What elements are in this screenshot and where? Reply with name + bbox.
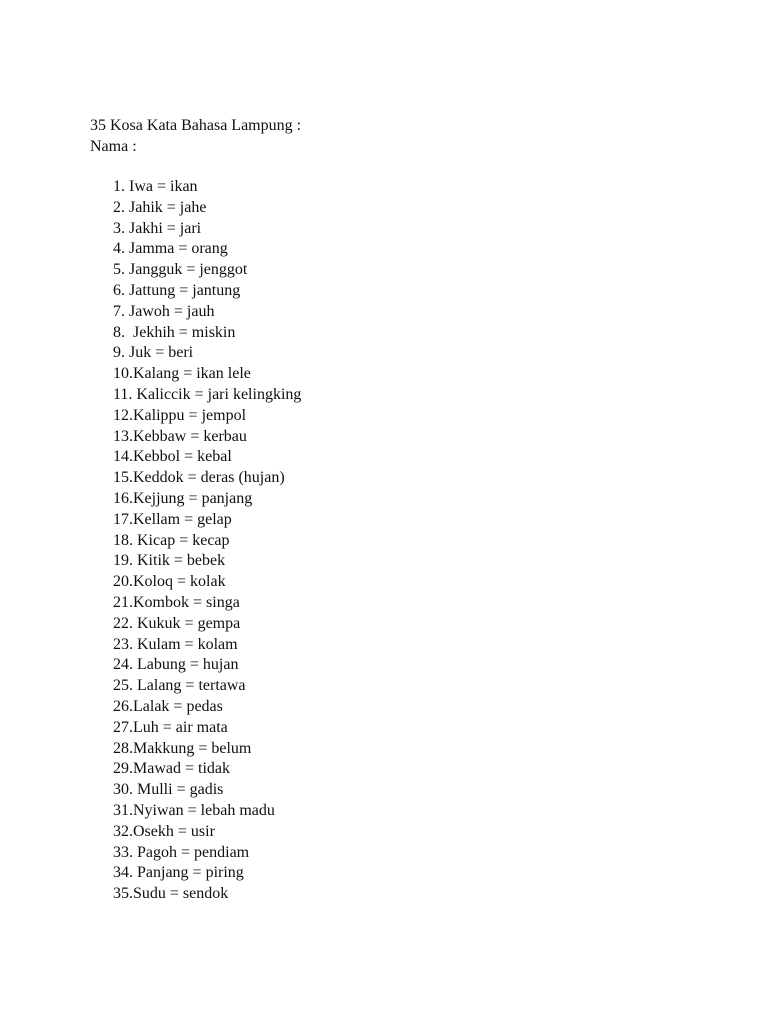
list-item <box>113 239 690 260</box>
list-item-number: 33. <box>113 843 133 861</box>
list-item-number: 29. <box>113 760 133 778</box>
list-item <box>113 219 690 240</box>
list-item-text: Kellam = gelap <box>133 510 232 528</box>
list-item-number: 7. <box>113 302 125 320</box>
list-item-text: Jahik = jahe <box>129 198 207 216</box>
list-item-text: Pagoh = pendiam <box>137 843 250 861</box>
list-item <box>113 593 690 614</box>
list-item <box>113 551 690 572</box>
list-item <box>113 510 690 531</box>
list-item-text: Panjang = piring <box>137 864 244 882</box>
list-item <box>113 697 690 718</box>
list-item-number: 25. <box>113 677 133 695</box>
list-item-text: Jawoh = jauh <box>129 302 215 320</box>
list-item-text: Luh = air mata <box>133 718 228 736</box>
list-item <box>113 281 690 302</box>
list-item <box>113 739 690 760</box>
list-item-number: 23. <box>113 635 133 653</box>
list-item <box>113 447 690 468</box>
list-item-text: Kalang = ikan lele <box>133 365 251 383</box>
list-item-text: Kitik = bebek <box>137 552 226 570</box>
list-item <box>113 531 690 552</box>
list-item-text: Kejjung = panjang <box>133 489 253 507</box>
list-item-text: Keddok = deras (hujan) <box>133 469 285 487</box>
list-item-number: 21. <box>113 593 133 611</box>
list-item-text: Lalang = tertawa <box>137 677 246 695</box>
list-item-text: Kebbol = kebal <box>133 448 232 466</box>
list-item-text: Kaliccik = jari kelingking <box>136 385 302 403</box>
list-item <box>113 260 690 281</box>
list-item <box>113 676 690 697</box>
list-item-text: Sudu = sendok <box>133 885 229 903</box>
vocabulary-list <box>90 177 690 905</box>
list-item <box>113 822 690 843</box>
list-item-text: Kulam = kolam <box>137 635 238 653</box>
list-item-text: Jamma = orang <box>129 240 228 258</box>
list-item <box>113 655 690 676</box>
blank-line <box>90 157 690 177</box>
list-item-text: Nyiwan = lebah madu <box>133 801 275 819</box>
list-item <box>113 427 690 448</box>
list-item-text: Makkung = belum <box>133 739 252 757</box>
list-item-number: 17. <box>113 510 133 528</box>
list-item <box>113 572 690 593</box>
list-item-text: Iwa = ikan <box>129 178 198 195</box>
list-item-number: 15. <box>113 469 133 487</box>
list-item-number: 26. <box>113 697 133 715</box>
list-item <box>113 468 690 489</box>
list-item <box>113 343 690 364</box>
list-item-number: 30. <box>113 781 133 799</box>
list-item-number: 3. <box>113 219 125 237</box>
list-item-number: 6. <box>113 281 125 299</box>
list-item <box>113 718 690 739</box>
list-item-text: Jattung = jantung <box>129 281 241 299</box>
list-item-number: 28. <box>113 739 133 757</box>
list-item-number: 10. <box>113 365 133 383</box>
list-item-text: Jekhih = miskin <box>129 323 236 341</box>
list-item <box>113 198 690 219</box>
list-item-number: 9. <box>113 344 125 362</box>
list-item-text: Jakhi = jari <box>129 219 202 237</box>
list-item-number: 14. <box>113 448 133 466</box>
list-item-number: 18. <box>113 531 133 549</box>
list-item <box>113 364 690 385</box>
list-item <box>113 406 690 427</box>
list-item-text: Koloq = kolak <box>133 573 226 591</box>
list-item-text: Lalak = pedas <box>133 697 223 715</box>
list-item-text: Mulli = gadis <box>137 781 224 799</box>
list-item-text: Mawad = tidak <box>133 760 230 778</box>
list-item <box>113 385 690 406</box>
list-item-number: 12. <box>113 406 133 424</box>
list-item <box>113 614 690 635</box>
list-item <box>113 177 690 198</box>
list-item-number: 8. <box>113 323 125 341</box>
list-item-number: 1. <box>113 178 125 195</box>
list-item-number: 11. <box>113 385 133 403</box>
name-label: Nama : <box>90 138 137 155</box>
list-item-number: 19. <box>113 552 133 570</box>
list-item <box>113 843 690 864</box>
list-item-number: 35. <box>113 885 133 903</box>
list-item-number: 20. <box>113 573 133 591</box>
document-title: 35 Kosa Kata Bahasa Lampung : <box>90 117 302 134</box>
list-item-number: 16. <box>113 489 133 507</box>
list-item-text: Juk = beri <box>129 344 194 362</box>
list-item <box>113 302 690 323</box>
list-item-number: 5. <box>113 261 125 279</box>
list-item-number: 34. <box>113 864 133 882</box>
list-item <box>113 323 690 344</box>
list-item-number: 31. <box>113 801 133 819</box>
list-item-text: Kicap = kecap <box>137 531 230 549</box>
list-item-text: Kombok = singa <box>133 593 240 611</box>
list-item <box>113 863 690 884</box>
list-item-text: Labung = hujan <box>137 656 239 674</box>
list-item <box>113 780 690 801</box>
list-item-number: 24. <box>113 656 133 674</box>
list-item-number: 22. <box>113 614 133 632</box>
list-item-text: Kebbaw = kerbau <box>133 427 247 445</box>
list-item <box>113 884 690 905</box>
list-item <box>113 489 690 510</box>
list-item-text: Kukuk = gempa <box>137 614 241 632</box>
list-item-number: 13. <box>113 427 133 445</box>
list-item <box>113 635 690 656</box>
list-item-number: 32. <box>113 822 133 840</box>
list-item-text: Jangguk = jenggot <box>129 261 248 279</box>
list-item-number: 4. <box>113 240 125 258</box>
list-item-number: 2. <box>113 198 125 216</box>
list-item-number: 27. <box>113 718 133 736</box>
list-item-text: Osekh = usir <box>133 822 215 840</box>
list-item-text: Kalippu = jempol <box>133 406 247 424</box>
document-body <box>90 115 690 905</box>
list-item <box>113 759 690 780</box>
list-item <box>113 801 690 822</box>
